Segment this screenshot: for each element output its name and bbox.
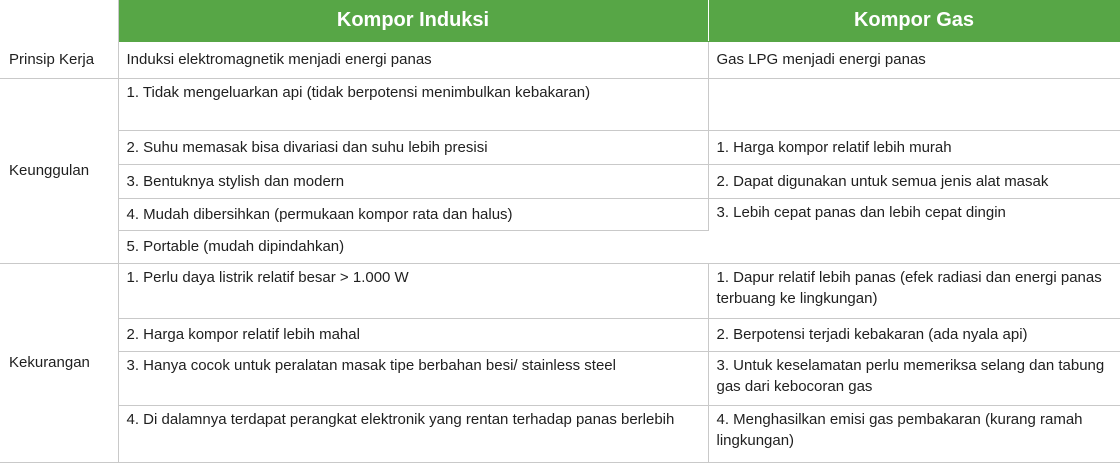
keunggulan-gas-empty bbox=[708, 78, 1120, 130]
row-keunggulan-1 bbox=[0, 78, 1120, 130]
row-kekurangan-2 bbox=[0, 318, 1120, 351]
row-prinsip-kerja bbox=[0, 41, 1120, 78]
row-kekurangan-3 bbox=[0, 351, 1120, 405]
header-corner bbox=[0, 0, 118, 41]
keunggulan-gas-3: 3. Lebih cepat panas dan lebih cepat dingin bbox=[708, 198, 1120, 263]
keunggulan-induksi-3: 3. Bentuknya stylish dan modern bbox=[118, 164, 708, 198]
kekurangan-induksi-4: 4. Di dalamnya terdapat perangkat elektronik yang rentan terhadap panas berlebih bbox=[118, 405, 708, 462]
keunggulan-gas-1: 1. Harga kompor relatif lebih murah bbox=[708, 130, 1120, 164]
header-kompor-gas: Kompor Gas bbox=[708, 0, 1120, 41]
keunggulan-induksi-2: 2. Suhu memasak bisa divariasi dan suhu lebih presisi bbox=[118, 130, 708, 164]
kekurangan-gas-2: 2. Berpotensi terjadi kebakaran (ada nyala api) bbox=[708, 318, 1120, 351]
row-kekurangan-4 bbox=[0, 405, 1120, 462]
kekurangan-induksi-1: 1. Perlu daya listrik relatif besar > 1.000 W bbox=[118, 263, 708, 318]
header-kompor-induksi: Kompor Induksi bbox=[118, 0, 708, 41]
kekurangan-gas-4: 4. Menghasilkan emisi gas pembakaran (kurang ramah lingkungan) bbox=[708, 405, 1120, 462]
prinsip-induksi: Induksi elektromagnetik menjadi energi panas bbox=[118, 41, 708, 78]
row-keunggulan-2 bbox=[0, 130, 1120, 164]
keunggulan-induksi-5: 5. Portable (mudah dipindahkan) bbox=[118, 230, 708, 263]
kekurangan-gas-3: 3. Untuk keselamatan perlu memeriksa selang dan tabung gas dari kebocoran gas bbox=[708, 351, 1120, 405]
label-prinsip-kerja: Prinsip Kerja bbox=[0, 41, 118, 78]
kekurangan-induksi-2: 2. Harga kompor relatif lebih mahal bbox=[118, 318, 708, 351]
kekurangan-induksi-3: 3. Hanya cocok untuk peralatan masak tipe berbahan besi/ stainless steel bbox=[118, 351, 708, 405]
kekurangan-gas-1: 1. Dapur relatif lebih panas (efek radiasi dan energi panas terbuang ke lingkungan) bbox=[708, 263, 1120, 318]
header-row bbox=[0, 0, 1120, 41]
row-keunggulan-4 bbox=[0, 198, 1120, 230]
label-keunggulan: Keunggulan bbox=[0, 78, 118, 263]
keunggulan-gas-2: 2. Dapat digunakan untuk semua jenis alat masak bbox=[708, 164, 1120, 198]
row-kekurangan-1 bbox=[0, 263, 1120, 318]
keunggulan-induksi-1: 1. Tidak mengeluarkan api (tidak berpotensi menimbulkan kebakaran) bbox=[118, 78, 708, 130]
label-kekurangan: Kekurangan bbox=[0, 263, 118, 462]
row-keunggulan-3 bbox=[0, 164, 1120, 198]
keunggulan-induksi-4: 4. Mudah dibersihkan (permukaan kompor rata dan halus) bbox=[118, 198, 708, 230]
prinsip-gas: Gas LPG menjadi energi panas bbox=[708, 41, 1120, 78]
